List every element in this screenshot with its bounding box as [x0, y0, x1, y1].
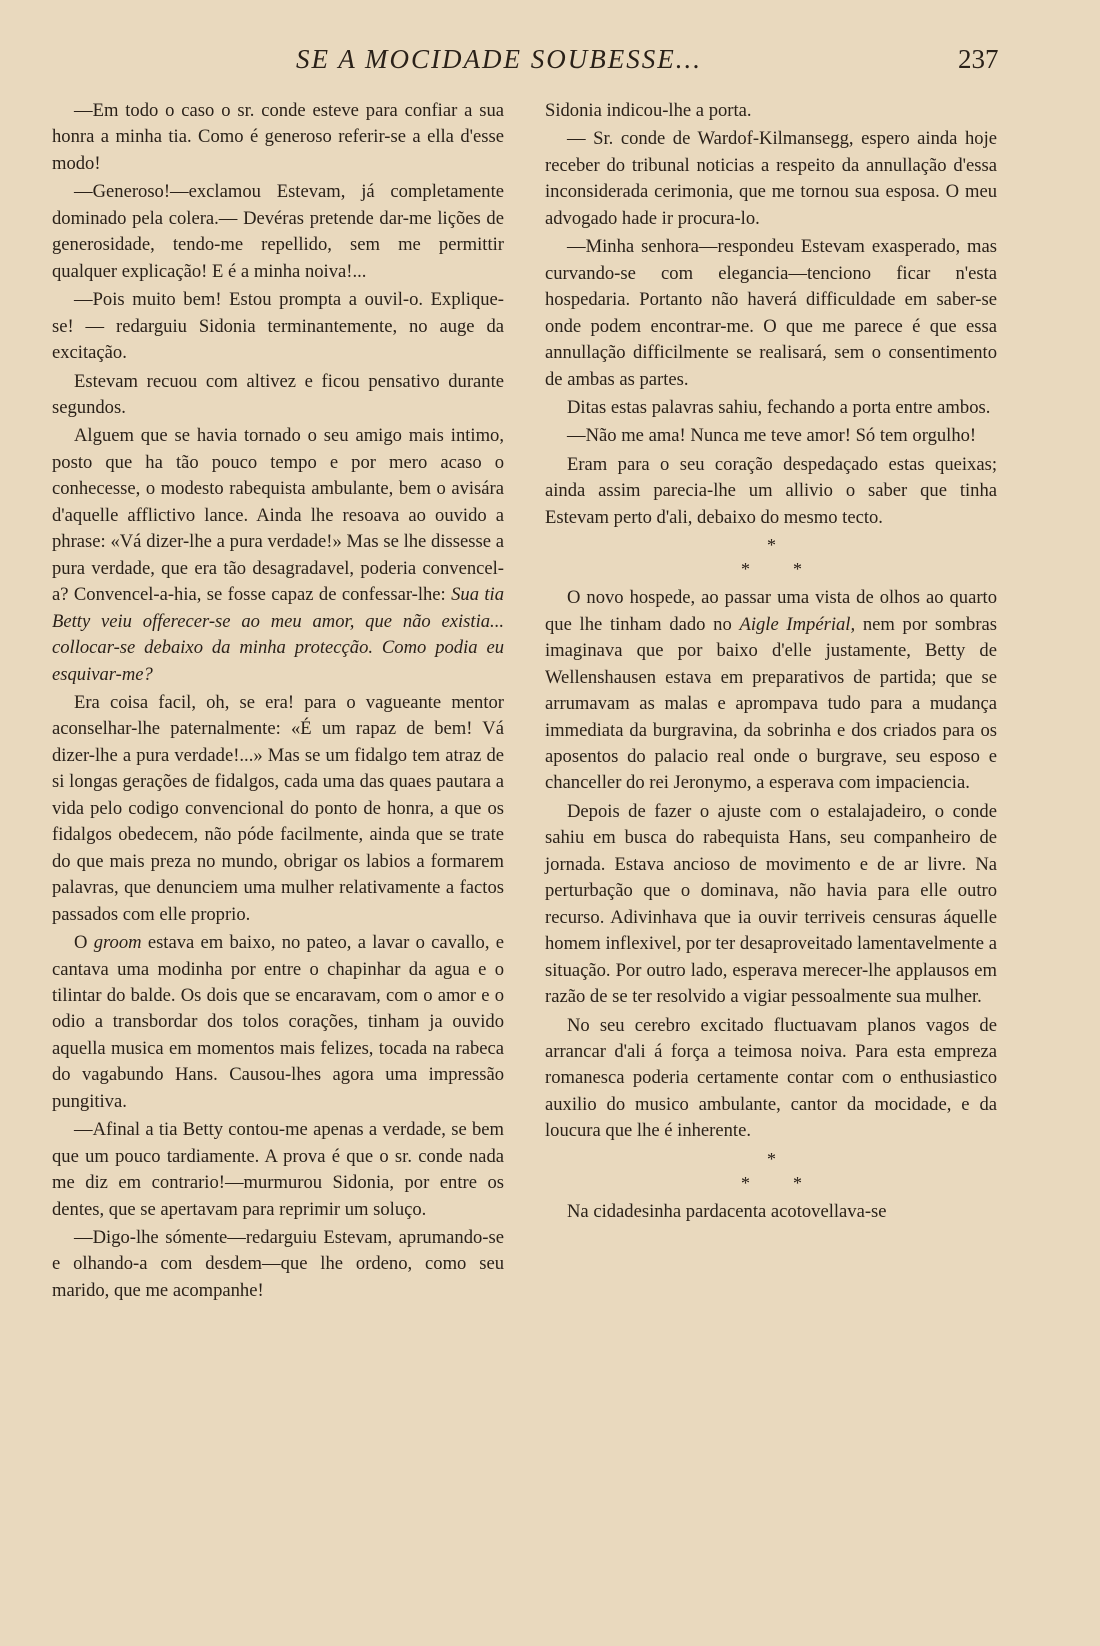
paragraph: Sidonia indicou-lhe a porta. — [545, 100, 752, 121]
paragraph: Estevam recuou com altivez e ficou pensativo durante segundos. — [52, 370, 504, 418]
section-separator — [545, 1145, 997, 1199]
paragraph — [52, 930, 504, 1115]
paragraph: —Não me ama! Nunca me teve amor! Só tem orgulho! — [567, 425, 977, 447]
paragraph: —Digo-lhe sómente—redarguiu Estevam, aprumando-se e olhando-a com desdem—que lhe ordeno, como seu marido, que me acompanhe! — [52, 1227, 504, 1301]
paragraph — [545, 585, 997, 797]
right-column — [545, 98, 997, 1225]
paragraph: Depois de fazer o ajuste com o estalajadeiro, o conde sahiu em busca do rabequista Hans, seu companheiro de jornada. Estava ancioso de movimento e de ar livre. Na perturbação que o dominava, não havia para elle outro recurso. Adivinhava que ia ouvir terriveis censuras áquelle homem inflexivel, por ter desaproveitado lamentavelmente a situação. Por outro lado, esperava merecer-lhe applausos em razão de se ter resolvido a vigiar pessoalmente sua mulher. — [545, 800, 997, 1008]
running-head — [0, 44, 1100, 84]
paragraph-text: O — [74, 932, 94, 954]
italic-hotel-name: Aigle Impérial, — [739, 613, 856, 635]
asterisk: * — [793, 559, 802, 580]
paragraph: Na cidadesinha pardacenta acotovellava-se — [567, 1200, 887, 1222]
paragraph-text: Alguem que se havia tornado o seu amigo mais intimo, posto que ha tão pouco tempo e por mero acaso o conhecesse, o modesto rabequista ambulante, bem o avisára d'aquelle afflictivo lance. Ainda lhe resoava ao ouvido a phrase: «Vá dizer-lhe a pura verdade!» Mas se lhe dissesse a pura verdade, que era tão desagradavel, poderia convencel-a? Convencel-a-hia, se fosse capaz de confessar-lhe: — [52, 425, 504, 606]
italic-word: groom — [93, 932, 142, 954]
left-column — [52, 98, 504, 1304]
paragraph — [52, 423, 504, 688]
paragraph: —Em todo o caso o sr. conde esteve para confiar a sua honra a minha tia. Como é generoso referir-se a ella d'esse modo! — [52, 100, 504, 174]
paragraph: Ditas estas palavras sahiu, fechando a porta entre ambos. — [567, 396, 991, 418]
page-number: 237 — [958, 44, 999, 74]
paragraph: —Afinal a tia Betty contou-me apenas a verdade, se bem que um pouco tardiamente. A prova é que o sr. conde nada me diz em contrario!—murmurou Sidonia, por entre os dentes, que se apertavam para reprimir um soluço. — [52, 1119, 504, 1220]
paragraph: — Sr. conde de Wardof-Kilmansegg, espero ainda hoje receber do tribunal noticias a respeito da annullação d'essa inconsiderada cerimonia, que me tornou sua esposa. O meu advogado hade ir procura-lo. — [545, 128, 997, 229]
asterisk: * — [741, 1172, 750, 1193]
asterisk: * — [741, 559, 750, 580]
paragraph: —Pois muito bem! Estou prompta a ouvil-o. Explique-se! — redarguiu Sidonia terminantemente, no auge da excitação. — [52, 289, 504, 364]
paragraph: Era coisa facil, oh, se era! para o vagueante mentor aconselhar-lhe paternalmente: «É um rapaz de bem! Vá dizer-lhe a pura verdade!...» Mas se um fidalgo tem atraz de si longas gerações de fidalgos, cada uma das quaes pautara a vida pelo codigo convencional do ponto de honra, a que os fidalgos obedecem, não póde facilmente, ainda que se trate do que mais preza no mundo, obrigar os labios a formarem palavras, que denunciem uma mulher relativamente a factos passados com elle proprio. — [52, 691, 504, 925]
paragraph-text: estava em baixo, no pateo, a lavar o cavallo, e cantava uma modinha por entre o chapinhar da agua e o tilintar do balde. Os dois que se encaravam, com o amor e o odio a transbordar dos tolos corações, tinham ja ouvido aquella musica em momentos mais felizes, tocada na rabeca do vagabundo Hans. Causou-lhes agora uma impressão pungitiva. — [52, 932, 505, 1112]
asterisk: * — [767, 1148, 776, 1169]
asterisk: * — [767, 535, 776, 556]
italic-passage: Sua tia Betty veiu offerecer-se ao meu amor, que não existia... collocar-se debaixo da minha protecção. Como podia eu esquivar-me? — [52, 584, 505, 685]
paragraph: —Generoso!—exclamou Estevam, já completamente dominado pela colera.— Devéras pretende dar-me lições de generosidade, tendo-me repellido, sem me permittir qualquer explicação! E é a minha noiva!... — [52, 181, 504, 282]
paragraph-text: O novo hospede, ao passar uma vista de olhos ao quarto que lhe tinham dado no — [545, 587, 997, 635]
paragraph-text: nem por sombras imaginava que por baixo d'elle justamente, Betty de Wellenshausen estava em preparativos de partida; que se arrumavam as malas e aprompava tudo para a mudança immediata da burgravina, da sobrinha e dos criados para os aposentos do palacio real onde o burgrave, seu esposo e chanceller do rei Jeronymo, a esperava com impaciencia. — [545, 613, 998, 794]
running-title: SE A MOCIDADE SOUBESSE... — [296, 44, 702, 74]
paragraph: No seu cerebro excitado fluctuavam planos vagos de arrancar d'ali á força a teimosa noiva. Para esta empreza romanesca poderia certamente contar com o enthusiastico auxilio do musico ambulante, cantor da mocidade, e da loucura que lhe é inherente. — [545, 1014, 997, 1142]
asterisk: * — [793, 1172, 802, 1193]
paragraph: —Minha senhora—respondeu Estevam exasperado, mas curvando-se com elegancia—tenciono ficar n'esta hospedaria. Portanto não haverá difficuldade em saber-se onde podem encontrar-me. O que me parece é que essa annullação difficilmente se realisará, sem o consentimento de ambas as partes. — [545, 236, 997, 390]
paragraph: Eram para o seu coração despedaçado estas queixas; ainda assim parecia-lhe um allivio o saber que tinha Estevam perto d'ali, debaixo do mesmo tecto. — [545, 453, 997, 528]
section-separator — [545, 531, 997, 585]
